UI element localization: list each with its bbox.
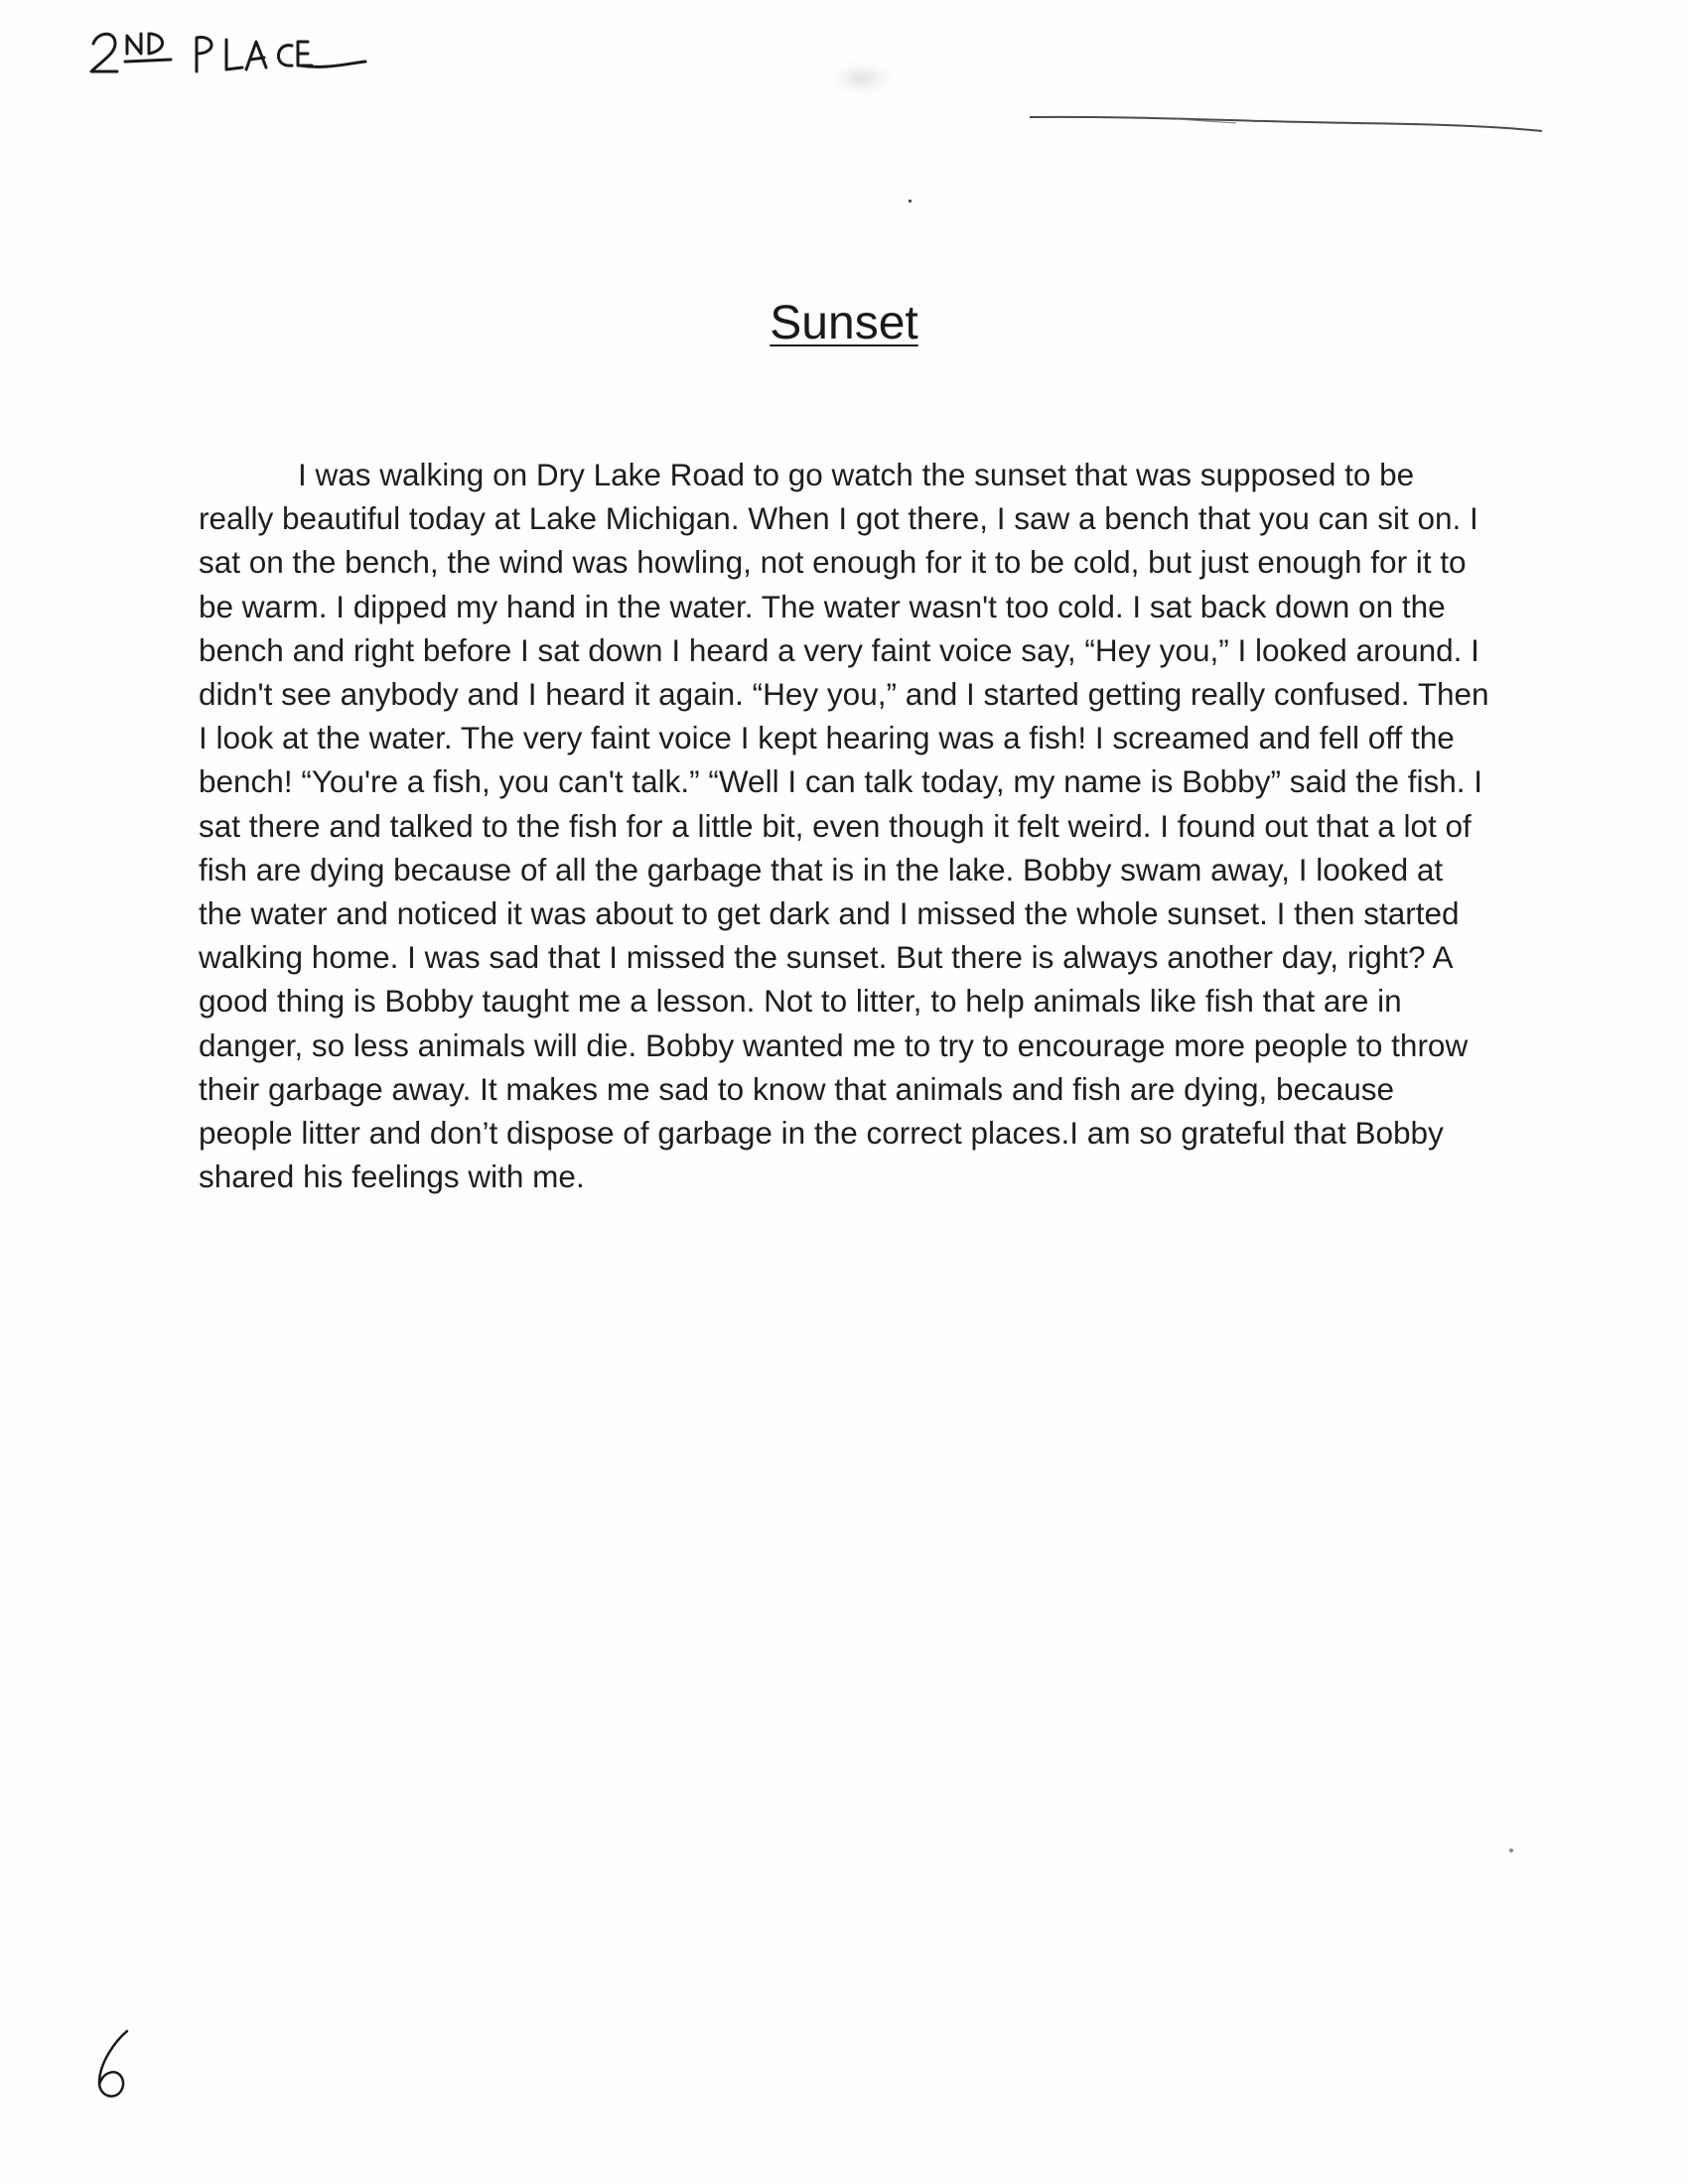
scan-speck (1509, 1848, 1513, 1852)
handwritten-place-note (87, 20, 385, 89)
essay-body: I was walking on Dry Lake Road to go watch the sunset that was supposed to be really beautiful today at Lake Michigan. When I got there, I saw a bench that you can sit on. I sat on the bench, the wind was howling, not enough for it to be cold, but just enough for it to be warm. I dipped my hand in the water. The water wasn't too cold. I sat back down on the bench and right before I sat down I heard a very faint voice say, “Hey you,” I looked around. I didn't see anybody and I heard it again. “Hey you,” and I started getting really confused. Then I look at the water. The very faint voice I kept hearing was a fish! I screamed and fell off the bench! “You're a fish, you can't talk.” “Well I can talk today, my name is Bobby” said the fish. I sat there and talked to the fish for a little bit, even though it felt weird. I found out that a lot of fish are dying because of all the garbage that is in the lake. Bobby swam away, I looked at the water and noticed it was about to get dark and I missed the whole sunset. I then started walking home. I was sad that I missed the sunset. But there is always another day, right? A good thing is Bobby taught me a lesson. Not to litter, to help animals like fish that are in danger, so less animals will die. Bobby wanted me to try to encourage more people to throw their garbage away. It makes me sad to know that animals and fish are dying, because people litter and don’t dispose of garbage in the correct places.I am so grateful that Bobby shared his feelings with me. (199, 457, 1489, 1195)
scan-speck (909, 200, 912, 203)
handwritten-page-number (85, 2025, 145, 2105)
top-right-rule-line (1028, 107, 1544, 147)
essay-title: Sunset (770, 297, 918, 349)
scan-smudge (832, 62, 892, 95)
